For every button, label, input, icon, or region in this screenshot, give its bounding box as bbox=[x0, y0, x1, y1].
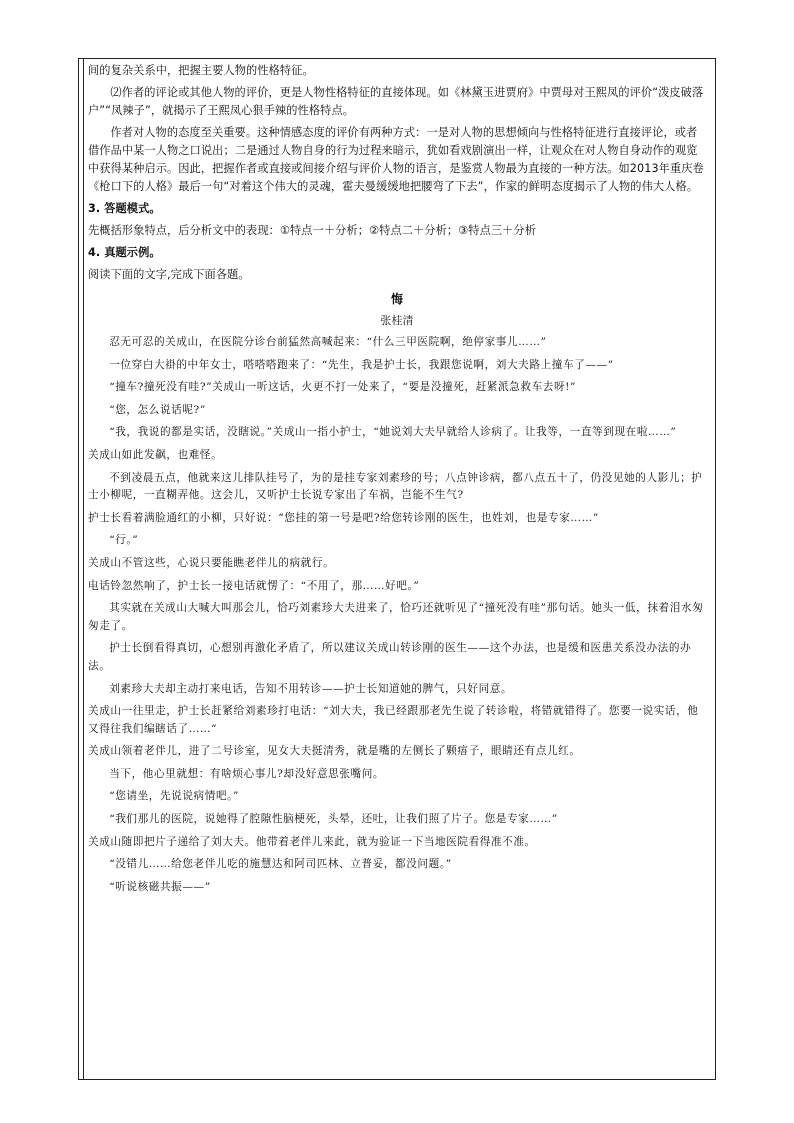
story-paragraph: 关成山随即把片子递给了刘大夫。他带着老伴儿来此，就为验证一下当地医院看得准不准。 bbox=[88, 835, 536, 848]
answer-pattern-text: 先概括形象特点，后分析文中的表现：①特点一＋分析；②特点二＋分析；③特点三＋分析 bbox=[88, 224, 537, 237]
story-paragraph: 关成山如此发飙，也难怪。 bbox=[88, 448, 223, 461]
story-paragraph: 关成山不管这些，心说只要能瞧老伴儿的病就行。 bbox=[88, 556, 335, 569]
story-paragraph: 刘素珍大夫却主动打来电话，告知不用转诊——护士长知道她的脾气，只好同意。 bbox=[109, 682, 513, 695]
story-paragraph: “行。” bbox=[109, 534, 139, 547]
story-paragraph: 忍无可忍的关成山，在医院分诊台前猛然高喊起来：“什么三甲医院啊，绝停家事儿……” bbox=[109, 336, 547, 348]
story-paragraph: 其实就在关成山大喊大叫那会儿，恰巧刘素珍大夫进来了，恰巧还就听见了“撞死没有哇”那句话。她头一低，抹着泪水匆匆走了。 bbox=[88, 602, 704, 632]
story-paragraph: 一位穿白大褂的中年女士，嗒嗒嗒跑来了：“先生，我是护士长，我跟您说啊，刘大夫路上撞车了——” bbox=[109, 358, 614, 371]
story-paragraph: “撞车?撞死没有哇?”关成山一听这话，火更不打一处来了，“要是没撞死，赶紧派急救车去呀!” bbox=[109, 381, 577, 394]
intro-author-attitude: 作者对人物的态度至关重要。这种情感态度的评价有两种方式：一是对人物的思想倾向与性格特征进行直接评论，或者借作品中某一人物之口说出；二是通过人物自身的行为过程来暗示，犹如看戏剧演出一样，让观众在对人物自身动作的观览中获得某种启示。因此，把握作者或直接或间接介绍与评价人物的语言，是鉴赏人物最为直接的一种方法。如2013年重庆卷《枪口下的人格》最后一句“对着这个伟大的灵魂，霍夫曼缓缓地把腰弯了下去”，作家的鲜明态度揭示了人物的伟大人格。 bbox=[88, 126, 704, 193]
story-paragraph: “您，怎么说话呢?” bbox=[109, 403, 206, 416]
story-paragraph: “没错儿……给您老伴儿吃的施慧达和阿司匹林、立普妥，都没问题。” bbox=[109, 858, 452, 871]
story-paragraph: 关成山一往里走，护士长赶紧给刘素珍打电话：“刘大夫，我已经跟那老先生说了转诊啦，将错就错得了。您要一说实话，他又得往我们编瞎话了……” bbox=[88, 705, 699, 735]
story-paragraph: 护士长倒看得真切，心想别再激化矛盾了，所以建议关成山转诊刚的医生——这个办法，也是缓和医患关系没办法的办法。 bbox=[88, 642, 692, 672]
heading-answer-pattern: 3. 答题模式。 bbox=[88, 202, 161, 215]
story-paragraph: “我们那儿的医院，说她得了腔隙性脑梗死，头晕，还吐，让我们照了片子。您是专家……” bbox=[109, 813, 558, 826]
story-paragraph: 当下，他心里就想：有啥烦心事儿?却没好意思张嘴问。 bbox=[109, 767, 385, 780]
story-paragraph: 不到凌晨五点，他就来这儿排队挂号了，为的是挂专家刘素珍的号；八点钟诊病，都八点五十了，仍没见她的人影儿；护士小柳呢，一直糊弄他。这会儿，又听护士长说专家出了车祸，岂能不生气? bbox=[88, 471, 703, 502]
story-paragraph: “听说核磁共振——” bbox=[109, 880, 211, 893]
intro-continuation: 间的复杂关系中，把握主要人物的性格特征。 bbox=[88, 64, 314, 77]
document-content bbox=[88, 62, 706, 896]
story-paragraph: 护士长看着满脸通红的小柳，只好说：“您挂的第一号是吧?给您转诊刚的医生，也姓刘，也是专家……” bbox=[88, 511, 599, 524]
story-paragraph: 电话铃忽然响了，护士长一接电话就愣了：“不用了，那……好吧。” bbox=[88, 579, 420, 592]
story-paragraph: 关成山领着老伴儿，进了二号诊室，见女大夫挺清秀，就是嘴的左侧长了颗痦子，眼睛还有点儿红。 bbox=[88, 745, 581, 758]
left-margin-column bbox=[78, 58, 84, 1080]
heading-exam-example: 4. 真题示例。 bbox=[88, 246, 161, 259]
reading-instruction: 阅读下面的文字,完成下面各题。 bbox=[88, 268, 250, 281]
story-author: 张桂清 bbox=[380, 314, 414, 327]
intro-point-2: ⑵作者的评论或其他人物的评价，更是人物性格特征的直接体现。如《林黛玉进贾府》中贾母对王熙凤的评价“泼皮破落户”“凤辣子”，就揭示了王熙凤心狠手辣的性格特点。 bbox=[88, 86, 704, 117]
story-paragraph: “我，我说的都是实话，没瞎说。”关成山一指小护士，“她说刘大夫早就给人诊病了。让我等，一直等到现在啦……” bbox=[109, 426, 677, 439]
story-paragraph: “您请坐，先说说病情吧。” bbox=[109, 790, 240, 803]
story-title: 悔 bbox=[390, 292, 404, 306]
